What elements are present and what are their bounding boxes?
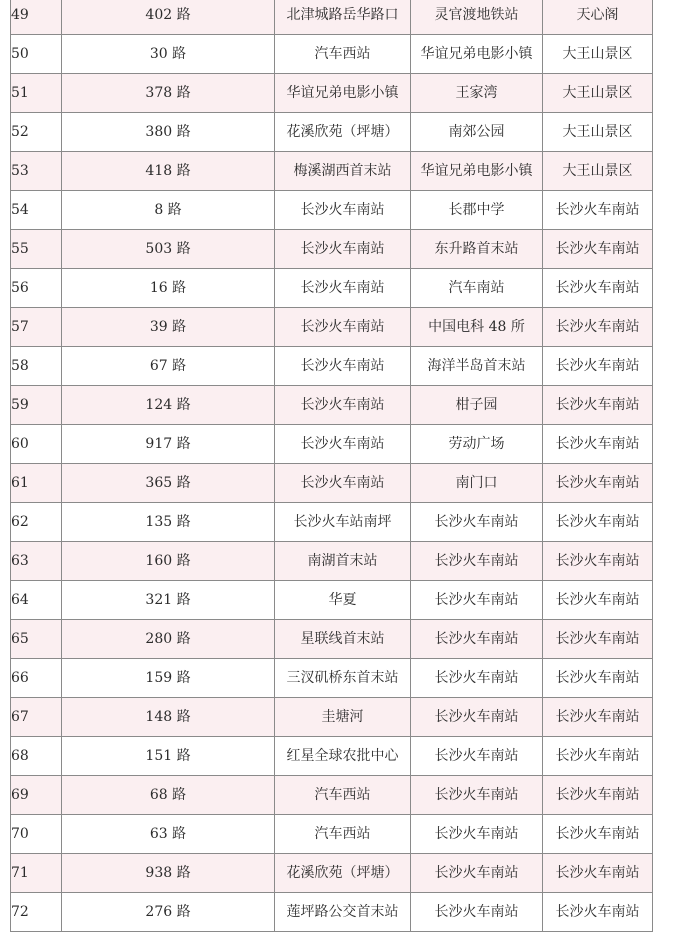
route-cell: 276 路	[62, 893, 275, 932]
via-stop-cell: 灵官渡地铁站	[411, 0, 543, 35]
via-stop-cell: 长沙火车南站	[411, 542, 543, 581]
table-row	[11, 464, 653, 503]
route-cell: 148 路	[62, 698, 275, 737]
end-stop-cell: 长沙火车南站	[543, 386, 653, 425]
end-stop-cell: 长沙火车南站	[543, 815, 653, 854]
route-cell: 68 路	[62, 776, 275, 815]
table-row	[11, 347, 653, 386]
table-row	[11, 152, 653, 191]
via-stop-cell: 长沙火车南站	[411, 698, 543, 737]
start-stop-cell: 华夏	[275, 581, 411, 620]
start-stop-cell: 华谊兄弟电影小镇	[275, 74, 411, 113]
route-cell: 418 路	[62, 152, 275, 191]
start-stop-cell: 长沙火车南站	[275, 347, 411, 386]
route-cell: 378 路	[62, 74, 275, 113]
table-row	[11, 737, 653, 776]
via-stop-cell: 长沙火车南站	[411, 659, 543, 698]
via-stop-cell: 长沙火车南站	[411, 893, 543, 932]
via-stop-cell: 长沙火车南站	[411, 776, 543, 815]
row-number-cell: 67	[11, 698, 62, 737]
via-stop-cell: 南门口	[411, 464, 543, 503]
start-stop-cell: 长沙火车南站	[275, 386, 411, 425]
route-cell: 39 路	[62, 308, 275, 347]
bus-route-table	[10, 0, 653, 932]
row-number-cell: 61	[11, 464, 62, 503]
end-stop-cell: 长沙火车南站	[543, 269, 653, 308]
end-stop-cell: 长沙火车南站	[543, 737, 653, 776]
table-row	[11, 893, 653, 932]
start-stop-cell: 长沙火车南站	[275, 191, 411, 230]
start-stop-cell: 南湖首末站	[275, 542, 411, 581]
start-stop-cell: 红星全球农批中心	[275, 737, 411, 776]
table-row	[11, 74, 653, 113]
end-stop-cell: 天心阁	[543, 0, 653, 35]
table-row	[11, 0, 653, 35]
start-stop-cell: 汽车西站	[275, 815, 411, 854]
start-stop-cell: 长沙火车南站	[275, 425, 411, 464]
via-stop-cell: 长沙火车南站	[411, 620, 543, 659]
via-stop-cell: 劳动广场	[411, 425, 543, 464]
via-stop-cell: 长沙火车南站	[411, 581, 543, 620]
start-stop-cell: 长沙火车站南坪	[275, 503, 411, 542]
route-cell: 321 路	[62, 581, 275, 620]
end-stop-cell: 长沙火车南站	[543, 854, 653, 893]
row-number-cell: 55	[11, 230, 62, 269]
route-cell: 124 路	[62, 386, 275, 425]
end-stop-cell: 长沙火车南站	[543, 620, 653, 659]
row-number-cell: 52	[11, 113, 62, 152]
end-stop-cell: 长沙火车南站	[543, 347, 653, 386]
row-number-cell: 68	[11, 737, 62, 776]
table-row	[11, 386, 653, 425]
table-row	[11, 425, 653, 464]
row-number-cell: 72	[11, 893, 62, 932]
route-cell: 365 路	[62, 464, 275, 503]
end-stop-cell: 长沙火车南站	[543, 425, 653, 464]
start-stop-cell: 汽车西站	[275, 776, 411, 815]
table-row	[11, 542, 653, 581]
end-stop-cell: 长沙火车南站	[543, 698, 653, 737]
start-stop-cell: 汽车西站	[275, 35, 411, 74]
row-number-cell: 71	[11, 854, 62, 893]
route-cell: 160 路	[62, 542, 275, 581]
start-stop-cell: 星联线首末站	[275, 620, 411, 659]
row-number-cell: 51	[11, 74, 62, 113]
via-stop-cell: 南郊公园	[411, 113, 543, 152]
route-cell: 135 路	[62, 503, 275, 542]
table-row	[11, 854, 653, 893]
row-number-cell: 59	[11, 386, 62, 425]
table-row	[11, 191, 653, 230]
route-cell: 30 路	[62, 35, 275, 74]
via-stop-cell: 王家湾	[411, 74, 543, 113]
route-cell: 503 路	[62, 230, 275, 269]
route-cell: 402 路	[62, 0, 275, 35]
start-stop-cell: 三汊矶桥东首末站	[275, 659, 411, 698]
via-stop-cell: 柑子园	[411, 386, 543, 425]
row-number-cell: 70	[11, 815, 62, 854]
route-cell: 63 路	[62, 815, 275, 854]
row-number-cell: 57	[11, 308, 62, 347]
table-row	[11, 659, 653, 698]
table-row	[11, 113, 653, 152]
table-row	[11, 815, 653, 854]
row-number-cell: 63	[11, 542, 62, 581]
route-cell: 151 路	[62, 737, 275, 776]
start-stop-cell: 长沙火车南站	[275, 464, 411, 503]
row-number-cell: 64	[11, 581, 62, 620]
via-stop-cell: 海洋半岛首末站	[411, 347, 543, 386]
via-stop-cell: 中国电科 48 所	[411, 308, 543, 347]
row-number-cell: 50	[11, 35, 62, 74]
start-stop-cell: 长沙火车南站	[275, 230, 411, 269]
via-stop-cell: 东升路首末站	[411, 230, 543, 269]
end-stop-cell: 长沙火车南站	[543, 308, 653, 347]
row-number-cell: 56	[11, 269, 62, 308]
route-cell: 380 路	[62, 113, 275, 152]
end-stop-cell: 长沙火车南站	[543, 503, 653, 542]
table-row	[11, 269, 653, 308]
end-stop-cell: 长沙火车南站	[543, 191, 653, 230]
end-stop-cell: 大王山景区	[543, 74, 653, 113]
via-stop-cell: 华谊兄弟电影小镇	[411, 152, 543, 191]
row-number-cell: 60	[11, 425, 62, 464]
end-stop-cell: 长沙火车南站	[543, 230, 653, 269]
end-stop-cell: 长沙火车南站	[543, 776, 653, 815]
table-row	[11, 698, 653, 737]
via-stop-cell: 华谊兄弟电影小镇	[411, 35, 543, 74]
route-cell: 917 路	[62, 425, 275, 464]
start-stop-cell: 花溪欣苑（坪塘）	[275, 854, 411, 893]
route-cell: 280 路	[62, 620, 275, 659]
end-stop-cell: 长沙火车南站	[543, 893, 653, 932]
via-stop-cell: 长沙火车南站	[411, 737, 543, 776]
end-stop-cell: 长沙火车南站	[543, 581, 653, 620]
row-number-cell: 66	[11, 659, 62, 698]
route-cell: 938 路	[62, 854, 275, 893]
via-stop-cell: 长沙火车南站	[411, 503, 543, 542]
start-stop-cell: 长沙火车南站	[275, 308, 411, 347]
end-stop-cell: 大王山景区	[543, 113, 653, 152]
table-row	[11, 308, 653, 347]
table-row	[11, 620, 653, 659]
row-number-cell: 69	[11, 776, 62, 815]
row-number-cell: 58	[11, 347, 62, 386]
row-number-cell: 53	[11, 152, 62, 191]
row-number-cell: 62	[11, 503, 62, 542]
start-stop-cell: 梅溪湖西首末站	[275, 152, 411, 191]
table-row	[11, 230, 653, 269]
start-stop-cell: 北津城路岳华路口	[275, 0, 411, 35]
table-row	[11, 35, 653, 74]
end-stop-cell: 大王山景区	[543, 152, 653, 191]
via-stop-cell: 长郡中学	[411, 191, 543, 230]
row-number-cell: 54	[11, 191, 62, 230]
end-stop-cell: 长沙火车南站	[543, 464, 653, 503]
start-stop-cell: 长沙火车南站	[275, 269, 411, 308]
via-stop-cell: 长沙火车南站	[411, 815, 543, 854]
row-number-cell: 49	[11, 0, 62, 35]
via-stop-cell: 长沙火车南站	[411, 854, 543, 893]
via-stop-cell: 汽车南站	[411, 269, 543, 308]
start-stop-cell: 莲坪路公交首末站	[275, 893, 411, 932]
end-stop-cell: 长沙火车南站	[543, 659, 653, 698]
route-cell: 159 路	[62, 659, 275, 698]
row-number-cell: 65	[11, 620, 62, 659]
table-row	[11, 776, 653, 815]
table-row	[11, 581, 653, 620]
start-stop-cell: 圭塘河	[275, 698, 411, 737]
end-stop-cell: 长沙火车南站	[543, 542, 653, 581]
route-cell: 67 路	[62, 347, 275, 386]
table-row	[11, 503, 653, 542]
end-stop-cell: 大王山景区	[543, 35, 653, 74]
route-cell: 8 路	[62, 191, 275, 230]
start-stop-cell: 花溪欣苑（坪塘）	[275, 113, 411, 152]
route-cell: 16 路	[62, 269, 275, 308]
table-body	[11, 0, 653, 932]
